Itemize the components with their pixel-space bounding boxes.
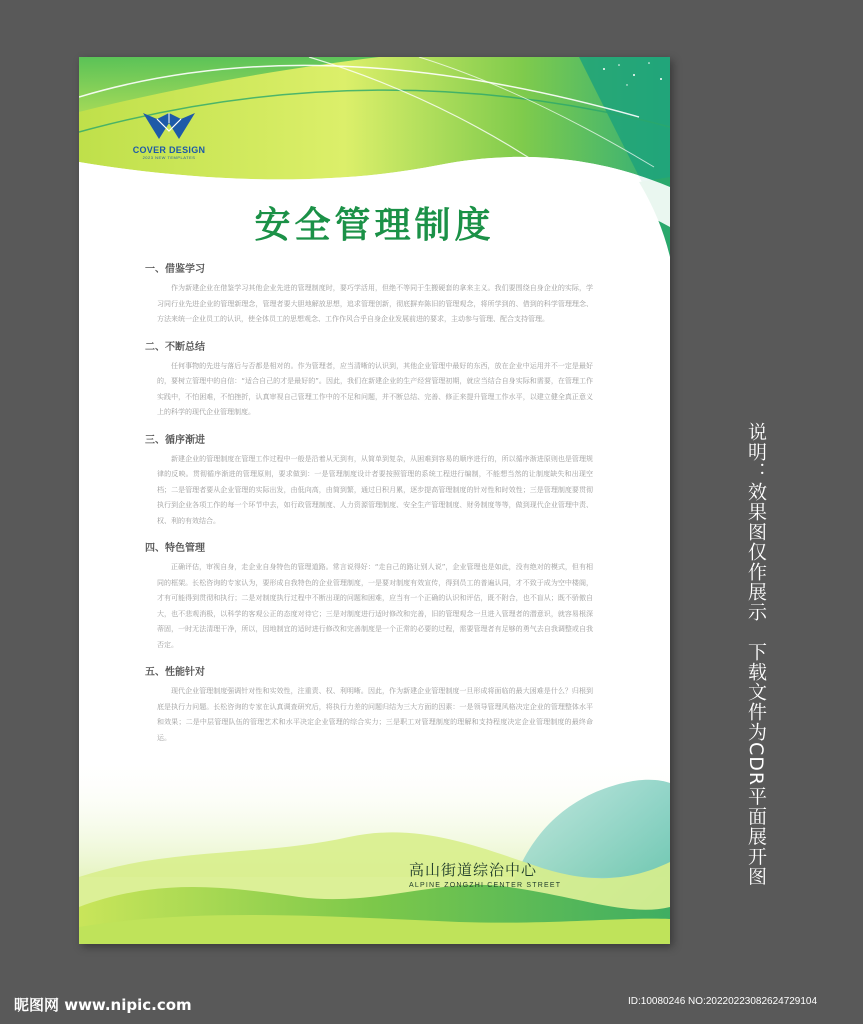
watermark-site: 昵图网 www.nipic.com: [14, 996, 192, 1014]
section-heading: 二、不断总结: [145, 341, 205, 353]
logo-subtext: 2023 NEW TEMPLATES: [142, 155, 196, 160]
section-body: 任何事物的先进与落后与否都是相对的。作为管理者，应当清晰的认识到，其他企业管理中最好的东西，放在企业中运用并不一定是最好的，要树立管理中的自信：“适合自己的才是最好的”。因此，我们在新建企业的生产经营管理初期，就应当结合自身实际和需要，在管理工作实践中，不怕困难，不怕挫折，认真审视自己管理工作中的不足和问题，并不断总结、完善、修正来提升管理工作水平，以建立健全真正意义上的科学的现代企业管理制度。: [157, 361, 593, 416]
watermark-id: ID:10080246 NO:20220223082624729104: [628, 996, 818, 1007]
section-3: [145, 431, 593, 530]
section-body: 正确评估，审视自身，走企业自身特色的管理道路。常言说得好：“走自己的路让别人说”，企业管理也是如此，没有绝对的模式，但有相同的框架。长松咨询的专家认为，要形成自我特色的企业管理制度，一是要对制度有效宣传，得到员工的普遍认同，才不致于成为空中楼阁，才有可能得到贯彻和执行；二是对制度执行过程中不断出现的问题和困难，应当有一个正确的认识和评估，既不附合，也不盲从；既不骄傲自大，也不悲观消极，以科学的客观公正的态度对待它；三是对制度进行适时修改和完善，旧的管理观念一旦进入管理者的潜意识，就容易根深蒂固，一时无法清理干净，所以，因地制宜的适时进行修改和完善制度是一个正常的必要的过程，需要管理者有足够的勇气去自我调整或自我否定。: [157, 563, 593, 649]
poster-title: 安全管理制度: [254, 204, 495, 246]
organization-english-name: ALPINE ZONGZHI CENTER STREET: [409, 882, 562, 889]
section-heading: 一、借鉴学习: [145, 264, 205, 275]
logo: [129, 109, 209, 160]
section-body: 现代企业管理制度强调针对性和实效性，注重责、权、利明晰。因此，作为新建企业管理制度一旦形成将面临的最大困难是什么？归根到底是执行力问题。长松咨询的专家在认真调查研究后，将执行力差的问题归结为三大方面的因素：一是领导管理风格决定企业的管理整体水平和效果；二是中层管理队伍的管理艺术和水平决定企业管理的综合实力；三是职工对管理制度的理解和支持程度决定企业管理制度的最终命运。: [157, 687, 593, 742]
logo-mark-icon: [141, 109, 197, 143]
logo-text: COVER DESIGN: [132, 145, 206, 155]
section-4: [145, 539, 593, 653]
side-note: 说明：效果图仅作展示 下载文件为CDR平面展开图: [745, 422, 767, 887]
rules-content: [145, 260, 593, 756]
section-body: 作为新建企业在借鉴学习其他企业先进的管理制度时，要巧学活用，但绝不等同于生搬硬套的拿来主义。我们要围绕自身企业的实际，学习同行业先进企业的管理新理念，管理者要大胆地解放思想，追求管理创新，彻底摒弃陈旧的管理观念，将所学到的、借到的科学管理理念、方法来统一企业员工的认识，使全体员工的思想观念、工作作风合乎自身企业发展前进的要求，主动参与管理、配合支持管理。: [157, 284, 593, 323]
section-5: [145, 663, 593, 746]
section-heading: 五、性能针对: [145, 667, 205, 678]
organization-block: [409, 859, 579, 889]
organization-name: 高山街道综治中心: [409, 861, 538, 879]
section-1: [145, 260, 593, 328]
section-heading: 四、特色管理: [145, 543, 205, 554]
poster-sheet: [79, 57, 670, 944]
section-heading: 三、循序渐进: [145, 434, 205, 446]
section-body: 新建企业的管理制度在管理工作过程中一般是沿着从无到有，从简单到复杂，从困难到容易的顺序进行的，所以循序渐进原则也是管理规律的反映。贯彻循序渐进的管理原则，要求做到：一是管理制度设计者要按照管理的系统工程进行编制，不能想当然的让制度缺失和出现空档；二是管理者要从企业管理的实际出发，由低向高，由简到繁，通过日积月累，逐步提高管理制度的针对性和时效性；三是管理制度要贯彻执行到企业各项工作的每一个环节中去，如行政管理制度、人力资源管理制度、安全生产管理制度、财务制度等等，做到现代企业管理中责、权、利的有效结合。: [157, 454, 593, 525]
section-2: [145, 338, 593, 421]
